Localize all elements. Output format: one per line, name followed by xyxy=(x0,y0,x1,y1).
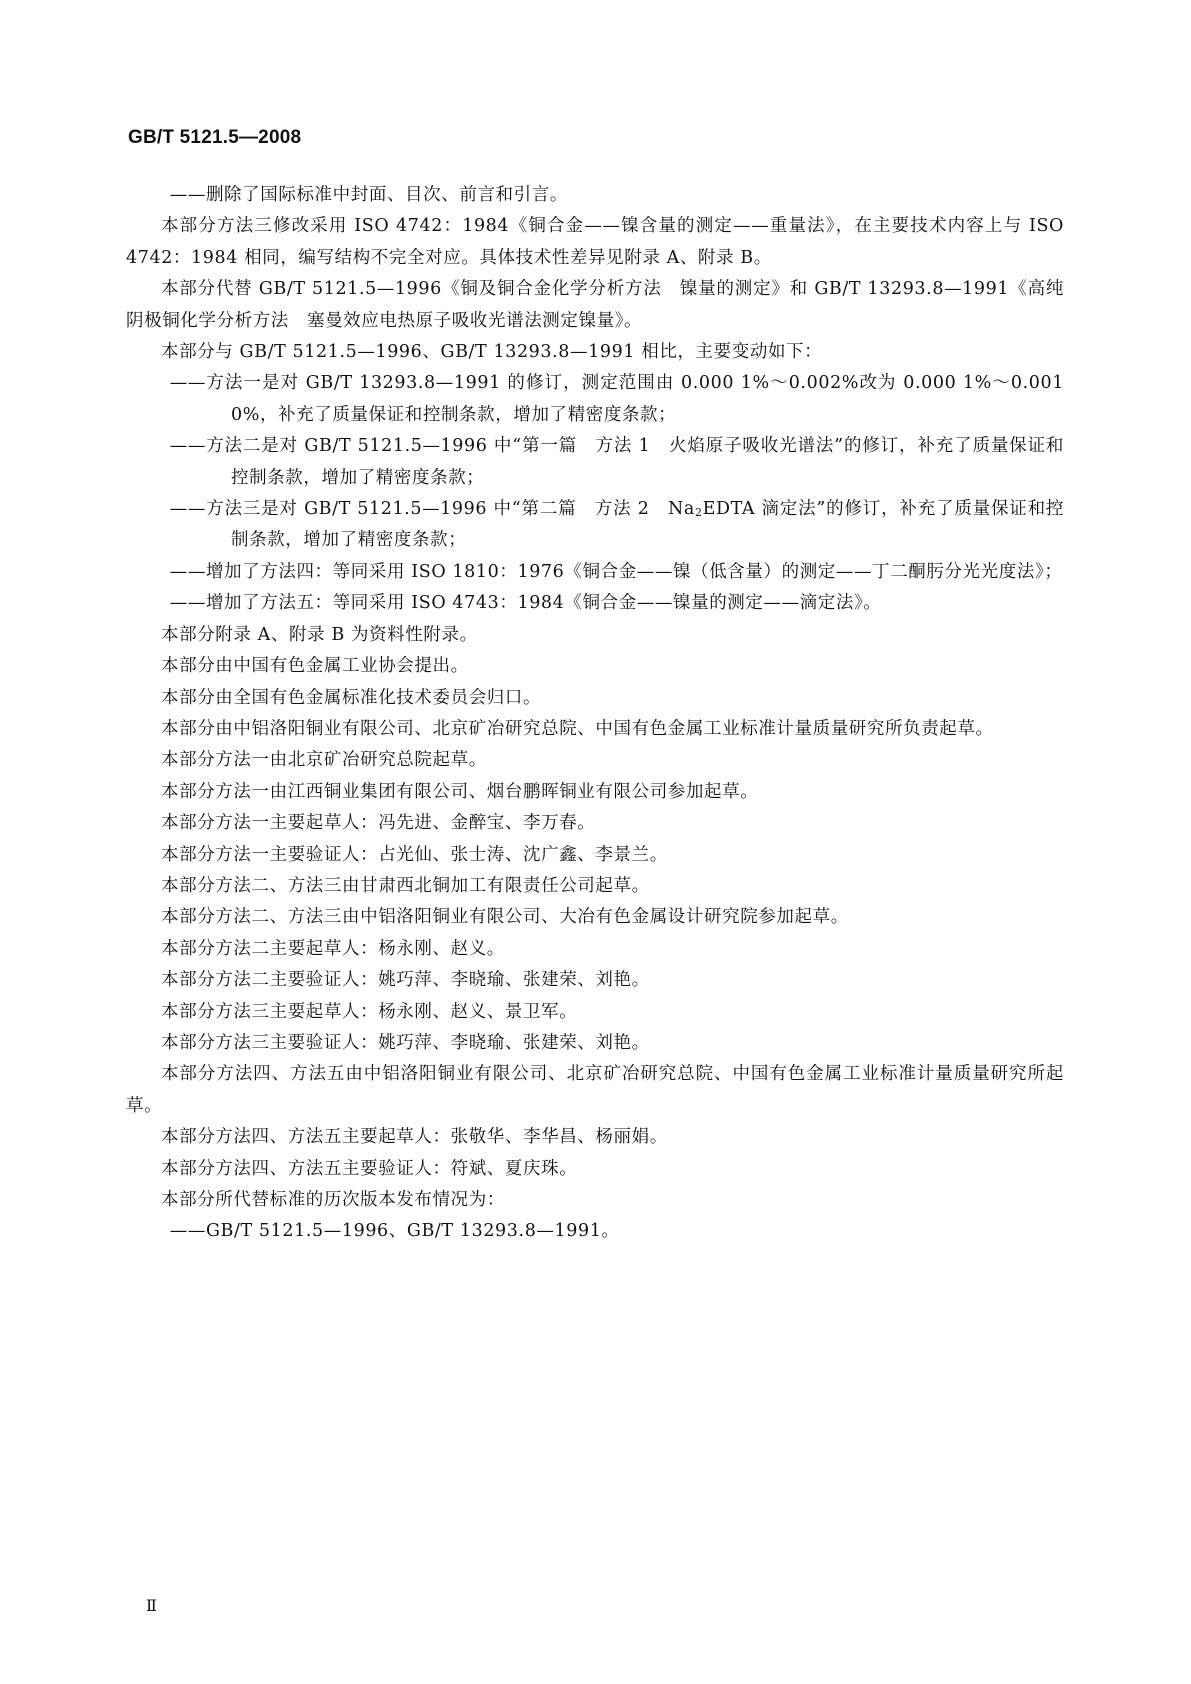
list-item: ——增加了方法四：等同采用 ISO 1810：1976《铜合金——镍（低含量）的测定——丁二酮肟分光光度法》； xyxy=(169,561,1063,582)
paragraph: 本部分方法三主要起草人：杨永刚、赵义、景卫军。 xyxy=(161,1001,578,1022)
paragraph: 本部分与 GB/T 5121.5—1996、GB/T 13293.8—1991 相比，主要变动如下： xyxy=(161,342,823,363)
paragraph: 本部分方法二主要验证人：姚巧萍、李晓瑜、张建荣、刘艳。 xyxy=(161,970,650,991)
paragraph: 本部分附录 A、附录 B 为资料性附录。 xyxy=(161,624,478,645)
list-item: ——GB/T 5121.5—1996、GB/T 13293.8—1991。 xyxy=(169,1221,620,1242)
paragraph: 本部分由中国有色金属工业协会提出。 xyxy=(161,656,469,677)
paragraph: 本部分方法二主要起草人：杨永刚、赵义。 xyxy=(161,938,505,959)
paragraph: 本部分所代替标准的历次版本发布情况为： xyxy=(161,1190,505,1210)
paragraph: 本部分方法二、方法三由甘肃西北铜加工有限责任公司起草。 xyxy=(161,875,650,896)
list-item: ——增加了方法五：等同采用 ISO 4743：1984《铜合金——镍量的测定——滴定法》。 xyxy=(169,593,882,614)
foreword-body xyxy=(126,180,1064,1248)
paragraph: 本部分方法一主要起草人：冯先进、金醉宝、李万春。 xyxy=(161,813,596,834)
paragraph: 本部分方法一主要验证人：占光仙、张士涛、沈广鑫、李景兰。 xyxy=(161,844,668,865)
paragraph: 本部分方法四、方法五主要起草人：张敬华、李华昌、杨丽娟。 xyxy=(161,1127,668,1148)
list-item: ——方法一是对 GB/T 13293.8—1991 的修订，测定范围由 0.000 1%～0.002%改为 0.000 1%～0.001 0%，补充了质量保证和控制条款，增加了精密度条款； xyxy=(169,373,1064,425)
list-item-text: EDTA 滴定法”的修订，补充了质量保证和控制条款，增加了精密度条款； xyxy=(231,499,1064,551)
paragraph: 本部分方法一由北京矿冶研究总院起草。 xyxy=(161,750,487,771)
page-number: Ⅱ xyxy=(146,1596,157,1615)
paragraph: 本部分方法三修改采用 ISO 4742：1984《铜合金——镍含量的测定——重量法》，在主要技术内容上与 ISO 4742：1984 相同，编写结构不完全对应。具体技术性差异见附录 A、附录 B。 xyxy=(126,216,1064,268)
list-item-text: ——方法三是对 GB/T 5121.5—1996 中“第二篇 方法 2 Na xyxy=(169,499,695,520)
standard-code-header: GB/T 5121.5—2008 xyxy=(128,127,302,148)
list-item xyxy=(126,494,1064,557)
paragraph: 本部分方法四、方法五由中铝洛阳铜业有限公司、北京矿冶研究总院、中国有色金属工业标准计量质量研究所起草。 xyxy=(126,1064,1064,1116)
paragraph: 本部分方法一由江西铜业集团有限公司、烟台鹏晖铜业有限公司参加起草。 xyxy=(161,781,759,802)
paragraph: 本部分方法二、方法三由中铝洛阳铜业有限公司、大冶有色金属设计研究院参加起草。 xyxy=(161,907,849,928)
paragraph: 本部分方法三主要验证人：姚巧萍、李晓瑜、张建荣、刘艳。 xyxy=(161,1032,650,1053)
paragraph: 本部分方法四、方法五主要验证人：符斌、夏庆珠。 xyxy=(161,1158,578,1179)
list-item: ——删除了国际标准中封面、目次、前言和引言。 xyxy=(169,185,568,205)
paragraph: 本部分代替 GB/T 5121.5—1996《铜及铜合金化学分析方法 镍量的测定》和 GB/T 13293.8—1991《高纯阴极铜化学分析方法 塞曼效应电热原子吸收光谱法测定镍量》。 xyxy=(126,279,1064,331)
list-item: ——方法二是对 GB/T 5121.5—1996 中“第一篇 方法 1 火焰原子吸收光谱法”的修订，补充了质量保证和控制条款，增加了精密度条款； xyxy=(169,436,1064,488)
paragraph: 本部分由中铝洛阳铜业有限公司、北京矿冶研究总院、中国有色金属工业标准计量质量研究所负责起草。 xyxy=(161,718,994,739)
paragraph: 本部分由全国有色金属标准化技术委员会归口。 xyxy=(161,687,542,708)
subscript: 2 xyxy=(694,506,703,520)
